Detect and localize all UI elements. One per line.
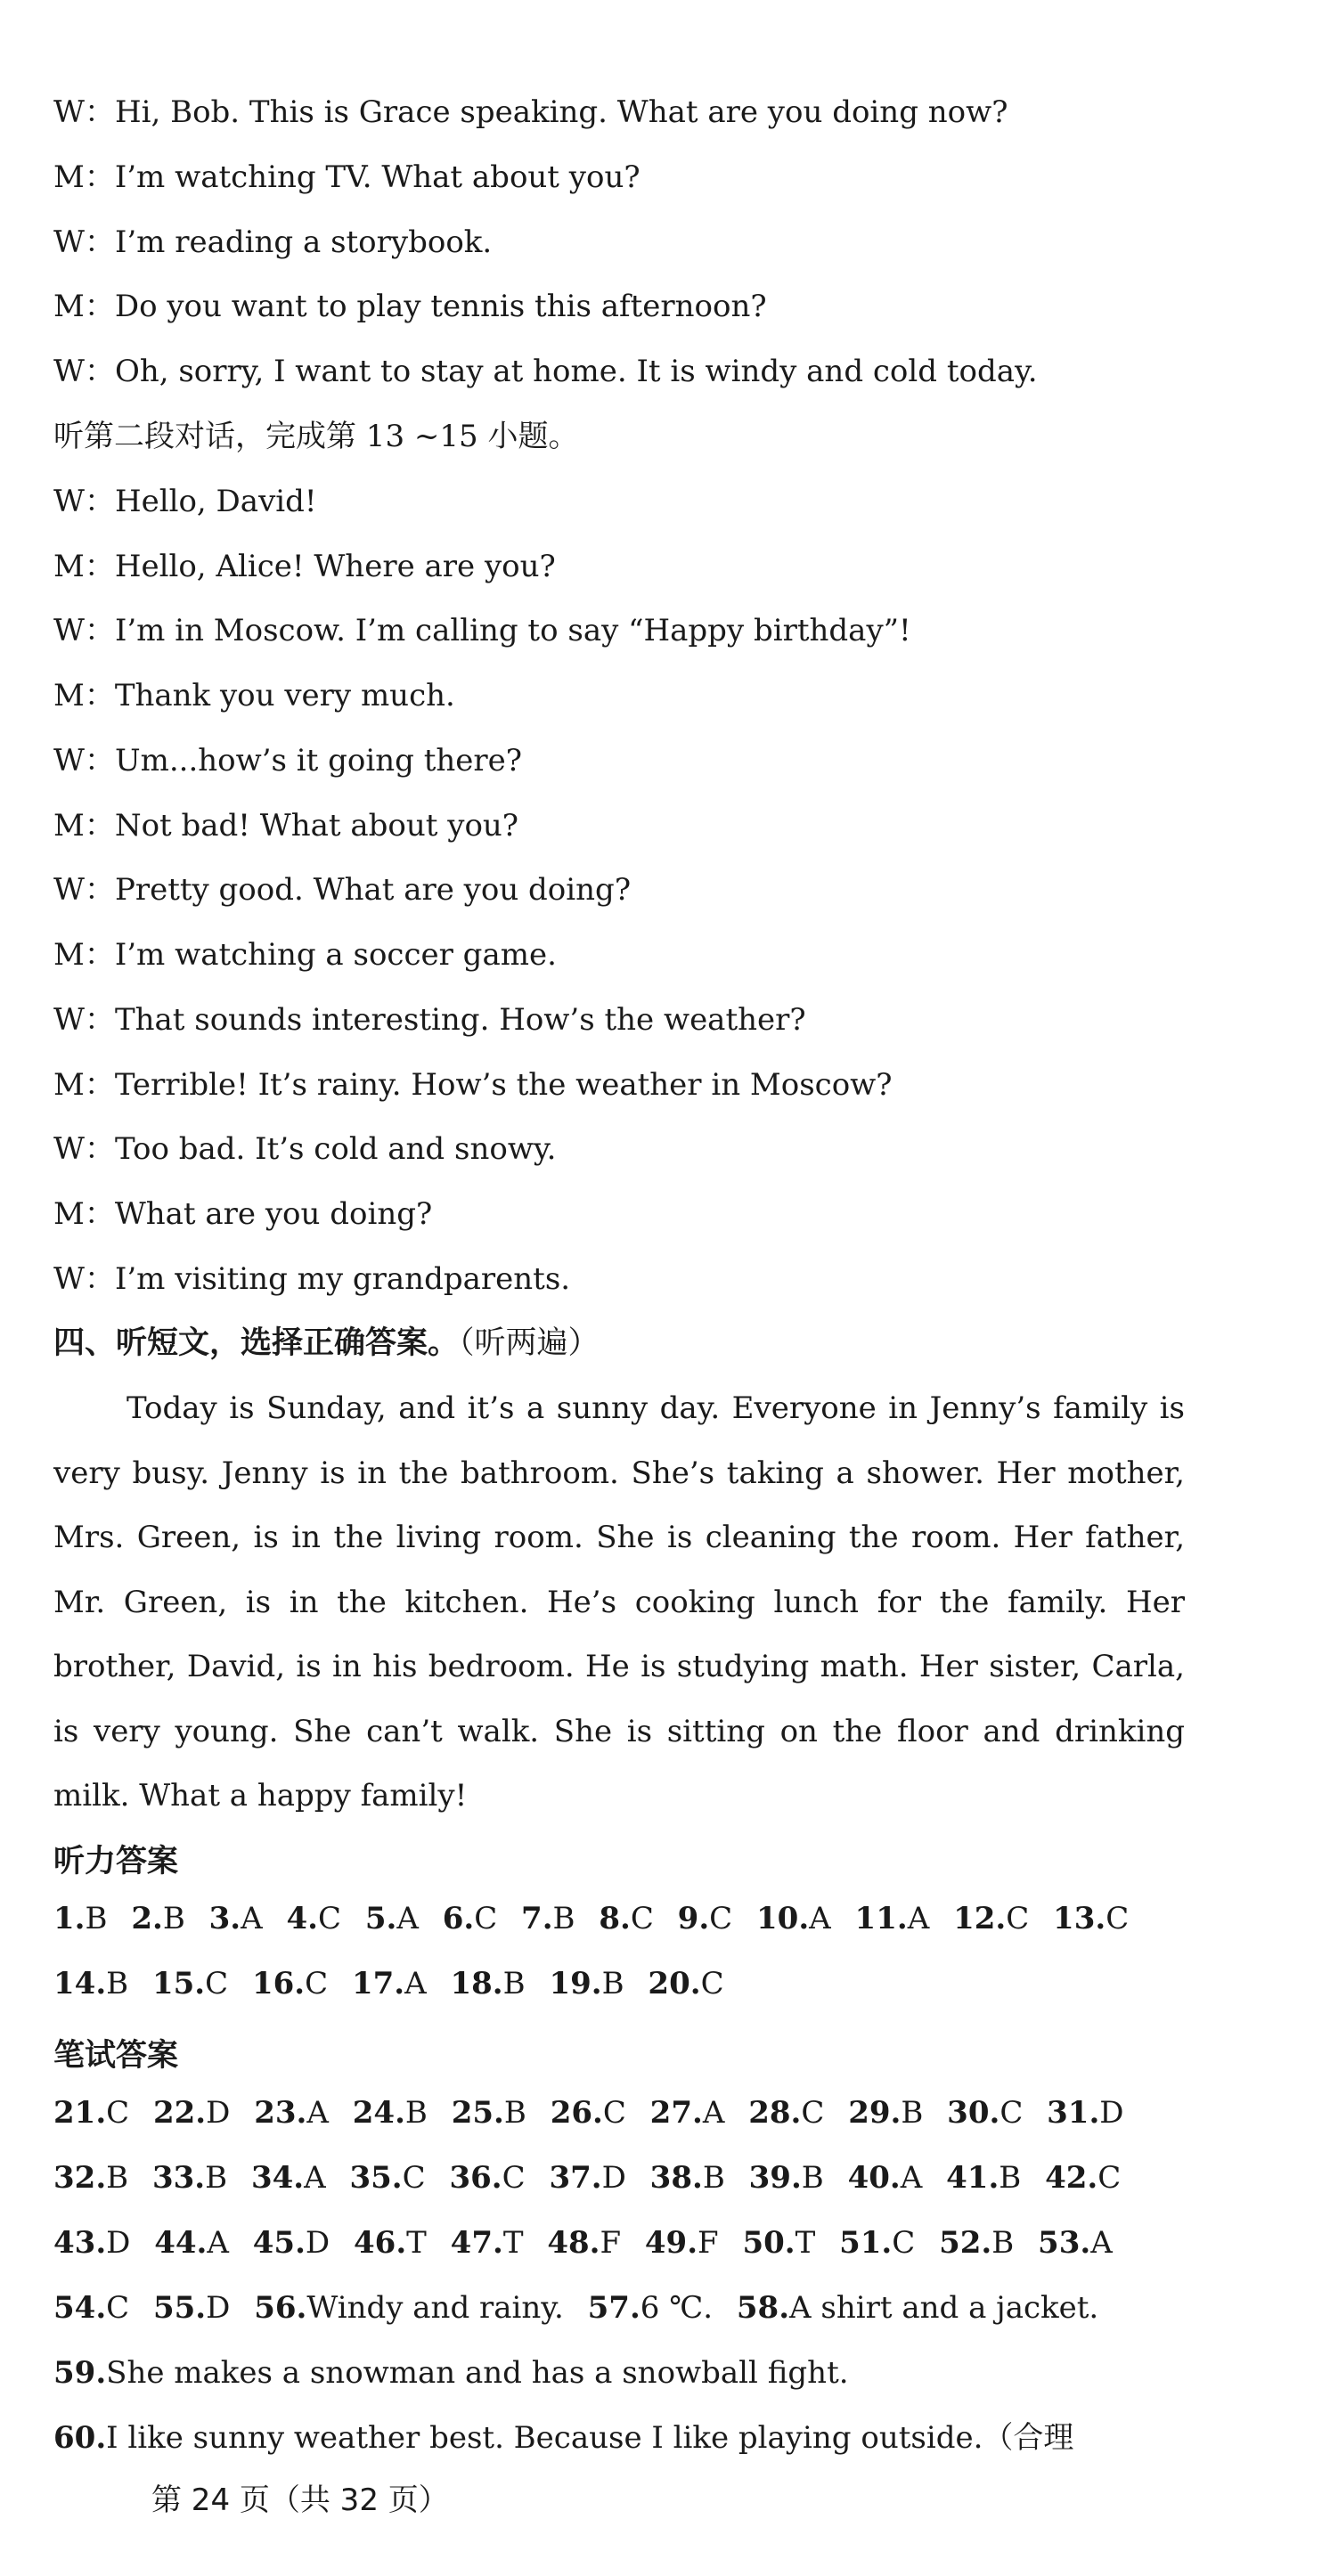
answer-item: 38.B bbox=[649, 2160, 725, 2196]
answer-item: 37.D bbox=[549, 2160, 626, 2196]
answer-item: 17.A bbox=[351, 1966, 427, 2001]
answer-item: 8.C bbox=[599, 1901, 654, 1936]
answer-item: 25.B bbox=[451, 2095, 526, 2131]
section-intro: 听第二段对话，完成第 13 ~15 小题。 bbox=[53, 419, 579, 454]
dialogue-line: W：Oh, sorry, I want to stay at home. It is windy and cold today. bbox=[53, 354, 1038, 389]
answer-item: 22.D bbox=[152, 2095, 231, 2131]
answer-item: 33.B bbox=[151, 2160, 228, 2196]
dialogue-line: M：Not bad! What about you? bbox=[53, 808, 519, 844]
answer-item: 43.D bbox=[53, 2225, 131, 2261]
dialogue-line: W：That sounds interesting. How’s the weather? bbox=[53, 1002, 806, 1038]
passage: Today is Sunday, and it’s a sunny day. Everyone in Jenny’s family is very busy. Jenny is in the bathroom. She’s taking a shower. Her mother, Mrs. Green, is in the living room. She is cleaning the room. Her father, Mr. Green, is in the kitchen. He’s cooking lunch for the family. Her brother, David, is in his bedroom. He is studying math. Her sister, Carla, is very young. She can’t walk. She is sitting on the floor and drinking milk. What a happy family! bbox=[53, 1390, 1185, 1814]
answer-item: 29.B bbox=[848, 2095, 924, 2131]
answer-item: 51.C bbox=[839, 2225, 916, 2261]
answer-item: 31.D bbox=[1047, 2095, 1124, 2131]
answer-item: 21.C bbox=[53, 2095, 130, 2131]
page-footer: 第 24 页（共 32 页） bbox=[151, 2482, 449, 2518]
answer-item: 35.C bbox=[349, 2160, 426, 2196]
dialogue-line: M：Terrible! It’s rainy. How’s the weather in Moscow? bbox=[53, 1067, 893, 1103]
answer-item: 57.6 ℃. bbox=[587, 2290, 714, 2326]
section-note: （听两遍） bbox=[459, 1325, 600, 1361]
answer-item: 24.B bbox=[352, 2095, 428, 2131]
answer-item: 7.B bbox=[521, 1901, 575, 1936]
answer-item: 13.C bbox=[1053, 1901, 1130, 1936]
listening-heading: 听力答案 bbox=[53, 1844, 179, 1879]
answer-item: 9.C bbox=[677, 1901, 733, 1936]
answer-item: 32.B bbox=[53, 2160, 129, 2196]
dialogue-line: W：Hi, Bob. This is Grace speaking. What are you doing now? bbox=[53, 94, 1008, 130]
dialogue-line: M：Do you want to play tennis this afternoon? bbox=[53, 289, 767, 324]
answer-item: 39.B bbox=[748, 2160, 824, 2196]
answer-item: 18.B bbox=[450, 1966, 526, 2001]
dialogue-line: W：Um...how’s it going there? bbox=[53, 743, 523, 779]
written-answers bbox=[53, 2081, 1194, 2471]
dialogue-line: M：What are you doing? bbox=[53, 1196, 433, 1232]
answer-item: 3.A bbox=[208, 1901, 263, 1936]
answer-item: 27.A bbox=[649, 2095, 725, 2131]
answer-item: 46.T bbox=[354, 2225, 427, 2261]
answer-item: 15.C bbox=[151, 1966, 229, 2001]
answer-item: 16.C bbox=[251, 1966, 329, 2001]
answer-item: 58.A shirt and a jacket. bbox=[736, 2290, 1099, 2326]
answer-item: 52.B bbox=[939, 2225, 1015, 2261]
answer-item: 34.A bbox=[250, 2160, 326, 2196]
answer-item: 36.C bbox=[449, 2160, 526, 2196]
answer-item: 53.A bbox=[1038, 2225, 1113, 2261]
dialogue-line: W：Pretty good. What are you doing? bbox=[53, 872, 632, 908]
section-title: 四、听短文，选择正确答案。 bbox=[53, 1325, 460, 1361]
answer-item: 6.C bbox=[442, 1901, 498, 1936]
answer-item: 12.C bbox=[953, 1901, 1030, 1936]
answer-item: 56.Windy and rainy. bbox=[254, 2290, 564, 2326]
answer-item: 1.B bbox=[53, 1901, 108, 1936]
answer-item: 42.C bbox=[1045, 2160, 1122, 2196]
dialogue-line: W：Too bad. It’s cold and snowy. bbox=[53, 1131, 557, 1167]
answer-item: 44.A bbox=[154, 2225, 229, 2261]
dialogue-line: W：I’m reading a storybook. bbox=[53, 224, 493, 260]
answer-item: 54.C bbox=[53, 2290, 130, 2326]
answer-item: 2.B bbox=[131, 1901, 185, 1936]
dialogue-line: M：Thank you very much. bbox=[53, 678, 455, 713]
answer-item: 60.I like sunny weather best. Because I like playing outside.（合理 bbox=[53, 2420, 1074, 2456]
answer-item: 14.B bbox=[53, 1966, 129, 2001]
answer-item: 23.A bbox=[254, 2095, 329, 2131]
answer-item: 59.She makes a snowman and has a snowball fight. bbox=[53, 2355, 849, 2391]
answer-item: 11.A bbox=[854, 1901, 930, 1936]
answer-item: 26.C bbox=[550, 2095, 626, 2131]
answer-item: 40.A bbox=[847, 2160, 923, 2196]
dialogue-line: W：I’m in Moscow. I’m calling to say “Happy birthday”! bbox=[53, 613, 911, 648]
dialogue-line: W：Hello, David! bbox=[53, 484, 317, 519]
dialogue-line: W：I’m visiting my grandparents. bbox=[53, 1261, 571, 1297]
listening-answers bbox=[53, 1887, 1194, 2017]
written-heading: 笔试答案 bbox=[53, 2038, 179, 2074]
answer-item: 45.D bbox=[252, 2225, 330, 2261]
answer-item: 50.T bbox=[742, 2225, 816, 2261]
section-heading bbox=[53, 1324, 1187, 1363]
answer-item: 41.B bbox=[946, 2160, 1022, 2196]
answer-item: 49.F bbox=[644, 2225, 719, 2261]
answer-item: 55.D bbox=[152, 2290, 231, 2326]
answer-item: 10.A bbox=[756, 1901, 831, 1936]
answer-item: 20.C bbox=[648, 1966, 724, 2001]
dialogue-line: M：I’m watching a soccer game. bbox=[53, 937, 557, 973]
answer-item: 28.C bbox=[748, 2095, 825, 2131]
answer-item: 5.A bbox=[364, 1901, 419, 1936]
answer-item: 47.T bbox=[450, 2225, 524, 2261]
answer-item: 48.F bbox=[547, 2225, 622, 2261]
dialogue-line: M：Hello, Alice! Where are you? bbox=[53, 549, 556, 584]
dialogue-line: M：I’m watching TV. What about you? bbox=[53, 159, 641, 195]
answer-item: 4.C bbox=[286, 1901, 342, 1936]
answer-item: 19.B bbox=[549, 1966, 624, 2001]
answer-item: 30.C bbox=[947, 2095, 1024, 2131]
